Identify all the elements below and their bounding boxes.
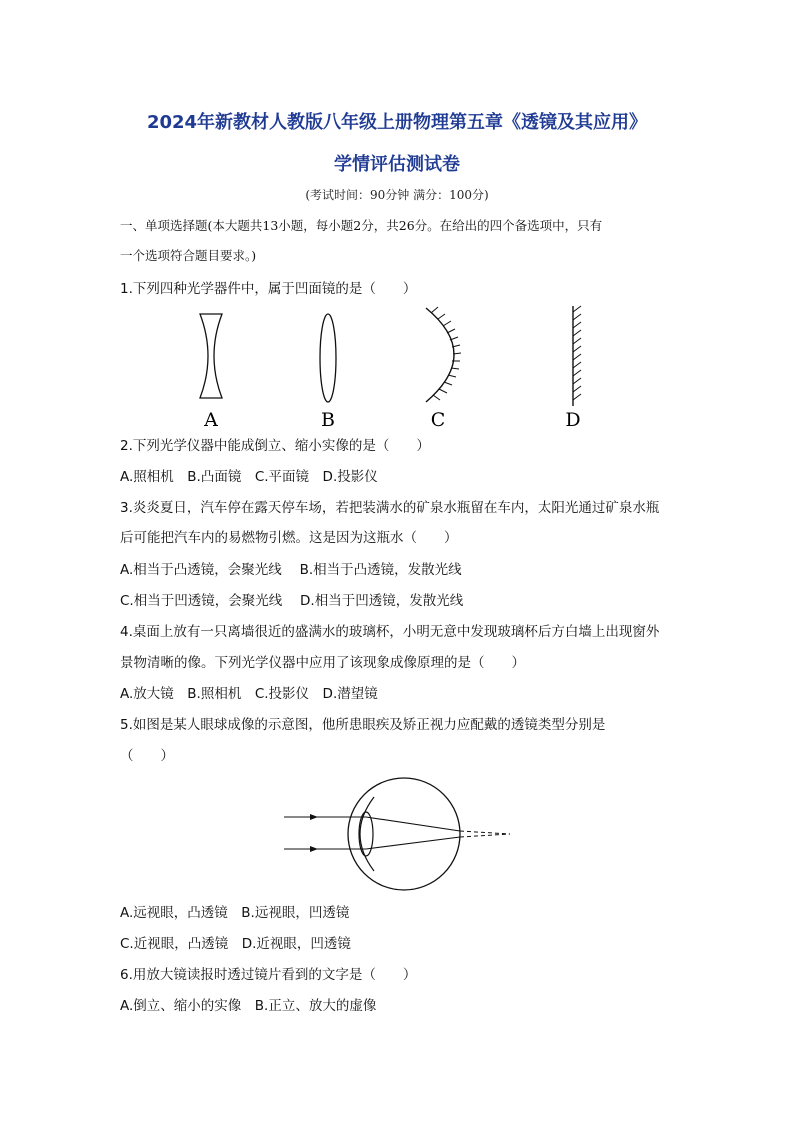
figure-label-b: B (321, 409, 335, 430)
question-3-options-line1: A.相当于凸透镜，会聚光线 B.相当于凸透镜，发散光线 (120, 562, 462, 578)
question-3-stem-line1: 3.炎炎夏日，汽车停在露天停车场，若把装满水的矿泉水瓶留在车内，太阳光通过矿泉水瓶 (120, 500, 660, 516)
question-1-figure (180, 304, 610, 430)
question-4-stem-line2: 景物清晰的像。下列光学仪器中应用了该现象成像原理的是（ ） (120, 655, 525, 671)
question-4-stem-line1: 4.桌面上放有一只离墙很近的盛满水的玻璃杯，小明无意中发现玻璃杯后方白墙上出现窗外 (120, 624, 660, 640)
question-2-stem: 2.下列光学仪器中能成倒立、缩小实像的是（ ） (120, 438, 430, 454)
exam-title-line1: 2024年新教材人教版八年级上册物理第五章《透镜及其应用》 (146, 112, 648, 133)
figure-label-d: D (565, 409, 581, 430)
section-heading-line2: 一个选项符合题目要求。) (120, 248, 257, 263)
concave-lens-diagram (200, 314, 222, 398)
question-1-stem: 1.下列四种光学器件中，属于凹面镜的是（ ） (120, 281, 417, 297)
convex-lens-diagram (320, 314, 336, 402)
question-5-options-line2: C.近视眼，凸透镜 D.近视眼，凹透镜 (120, 936, 351, 952)
question-5-stem-line1: 5.如图是某人眼球成像的示意图，他所患眼疾及矫正视力应配戴的透镜类型分别是 (120, 717, 606, 733)
question-6-stem: 6.用放大镜读报时透过镜片看到的文字是（ ） (120, 967, 417, 983)
figure-label-c: C (430, 409, 446, 430)
question-3-options-line2: C.相当于凹透镜，会聚光线 D.相当于凹透镜，发散光线 (120, 593, 464, 609)
question-6-options: A.倒立、缩小的实像 B.正立、放大的虚像 (120, 998, 377, 1014)
question-3-stem-line2: 后可能把汽车内的易燃物引燃。这是因为这瓶水（ ） (120, 530, 458, 546)
eye-diagram (280, 776, 520, 896)
figure-label-a: A (204, 409, 218, 430)
question-5-options-line1: A.远视眼，凸透镜 B.远视眼，凹透镜 (120, 905, 350, 921)
exam-title-line2: 学情评估测试卷 (334, 154, 460, 175)
concave-mirror-diagram (426, 307, 461, 402)
question-2-options: A.照相机 B.凸面镜 C.平面镜 D.投影仪 (120, 469, 378, 485)
plane-mirror-diagram (573, 306, 581, 406)
exam-info: (考试时间：90分钟 满分：100分) (305, 188, 489, 202)
question-5-stem-line2: （ ） (120, 748, 174, 764)
section-heading-line1: 一、单项选择题(本大题共13小题，每小题2分，共26分。在给出的四个备选项中，只有 (120, 218, 603, 233)
question-4-options: A.放大镜 B.照相机 C.投影仪 D.潜望镜 (120, 686, 378, 702)
